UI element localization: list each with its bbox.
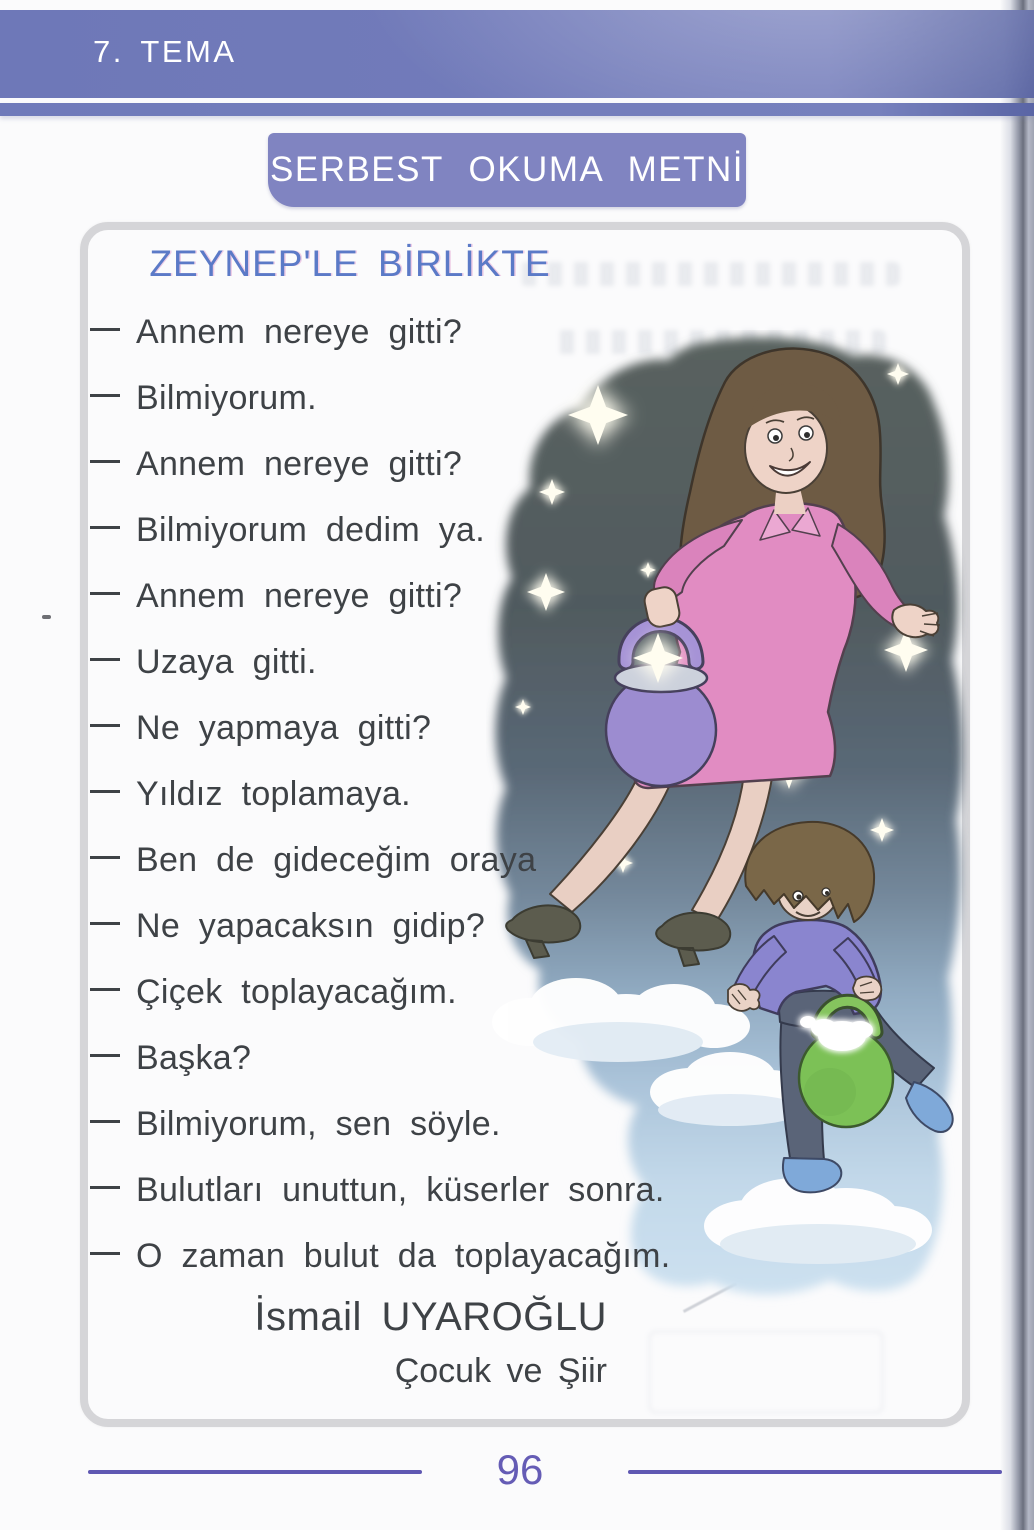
dialogue-line: Annem nereye gitti?	[90, 574, 690, 620]
dialogue-line: Bilmiyorum, sen söyle.	[90, 1102, 690, 1148]
section-banner-label: SERBEST OKUMA METNİ	[270, 150, 744, 189]
theme-header-band	[0, 10, 1034, 98]
source-title: Çocuk ve Şiir	[394, 1352, 607, 1390]
footer-rule-left	[88, 1470, 422, 1474]
dialogue-line: O zaman bulut da toplayacağım.	[90, 1234, 690, 1280]
dash-bullet	[90, 856, 120, 859]
theme-label: 7. TEMA	[93, 34, 237, 69]
dash-bullet	[90, 988, 120, 991]
dialogue-line: Yıldız toplamaya.	[90, 772, 690, 818]
dialogue-line: Uzaya gitti.	[90, 640, 690, 686]
dash-bullet	[90, 922, 120, 925]
dash-bullet	[90, 1054, 120, 1057]
dash-bullet	[90, 790, 120, 793]
child-hand	[853, 977, 881, 1001]
footer-rule-right	[628, 1470, 1002, 1474]
dash-bullet	[90, 460, 120, 463]
story-title: ZEYNEP'LE BİRLİKTE	[149, 243, 551, 284]
margin-mark	[42, 615, 51, 619]
dash-bullet	[90, 526, 120, 529]
dialogue-line: Bilmiyorum dedim ya.	[90, 508, 690, 554]
dialogue-line: Ne yapacaksın gidip?	[90, 904, 690, 950]
dialogue-lines	[90, 310, 690, 1300]
dialogue-line: Annem nereye gitti?	[90, 442, 690, 488]
header-underline-stripe	[0, 103, 1034, 116]
dash-bullet	[90, 1186, 120, 1189]
page-spine-edge	[1000, 0, 1034, 1530]
dash-bullet	[90, 394, 120, 397]
dialogue-line: Bilmiyorum.	[90, 376, 690, 422]
dialogue-line: Çiçek toplayacağım.	[90, 970, 690, 1016]
child-shoe	[783, 1158, 841, 1192]
dash-bullet	[90, 328, 120, 331]
dash-bullet	[90, 592, 120, 595]
dialogue-line: Başka?	[90, 1036, 690, 1082]
dash-bullet	[90, 1252, 120, 1255]
dialogue-line: Bulutları unuttun, küserler sonra.	[90, 1168, 690, 1214]
author-name: İsmail UYAROĞLU	[254, 1295, 607, 1339]
dialogue-line: Annem nereye gitti?	[90, 310, 690, 356]
dash-bullet	[90, 658, 120, 661]
page-number: 96	[496, 1446, 544, 1493]
dialogue-line: Ben de gideceğim oraya	[90, 838, 690, 884]
dash-bullet	[90, 1120, 120, 1123]
dash-bullet	[90, 724, 120, 727]
section-banner	[268, 133, 746, 207]
dialogue-line: Ne yapmaya gitti?	[90, 706, 690, 752]
